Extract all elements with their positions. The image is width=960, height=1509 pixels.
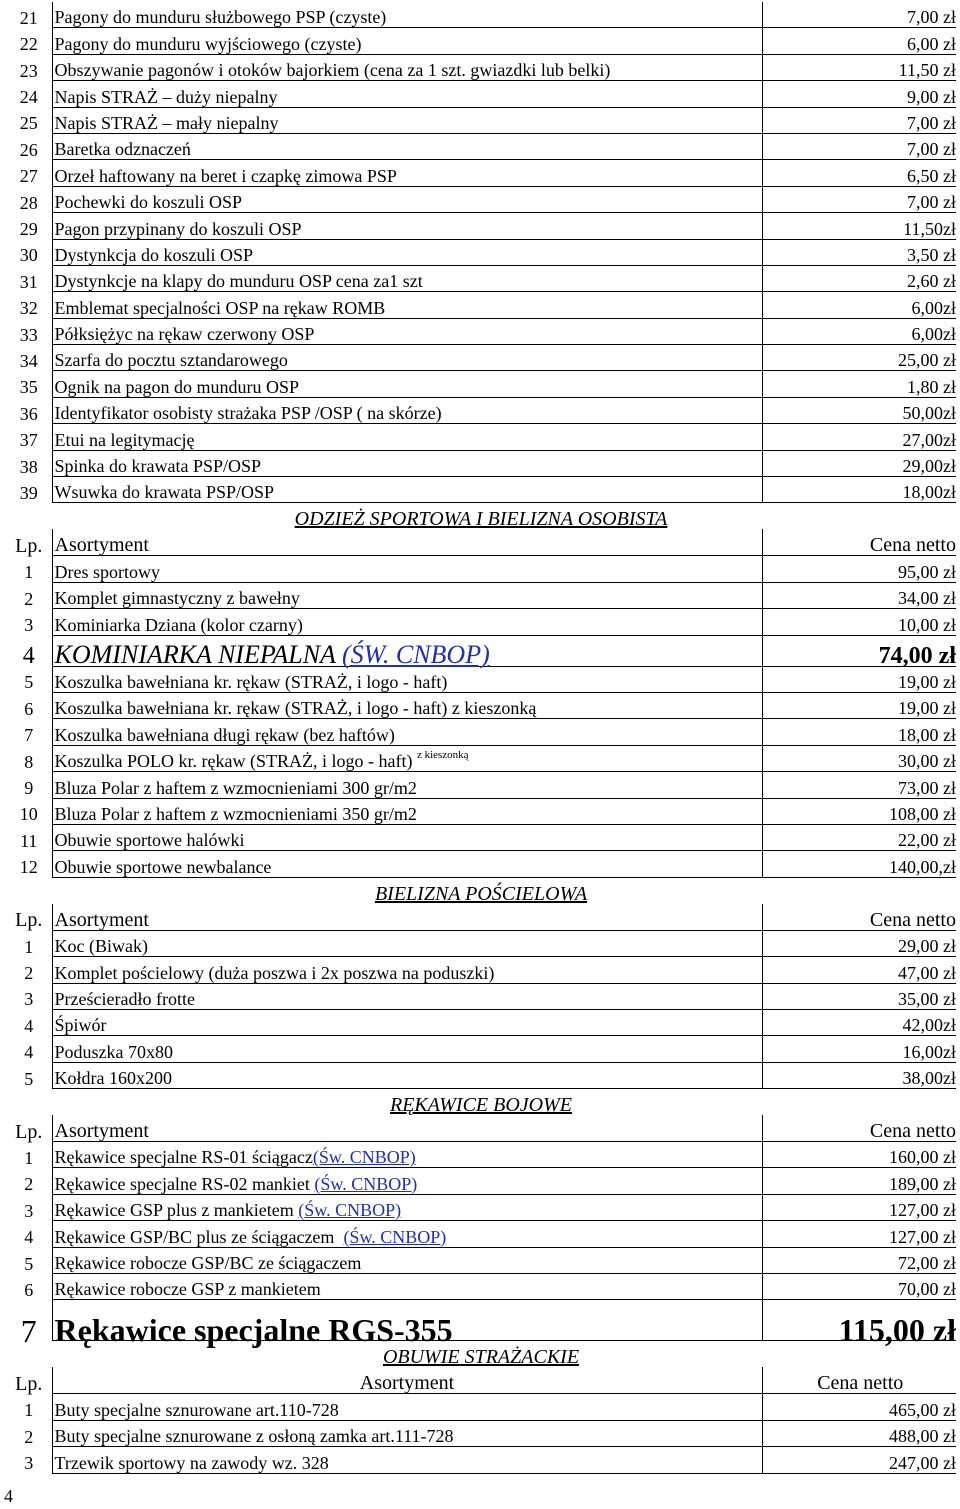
table-row: 7 Koszulka bawełniana długi rękaw (bez haftów) 18,00 zł	[6, 719, 956, 745]
cell-price: 50,00zł	[762, 397, 956, 423]
cell-price: 47,00 zł	[762, 957, 956, 983]
cnbop-link[interactable]: (ŚW. CNBOP)	[341, 639, 490, 669]
cell-lp: 1	[6, 1394, 52, 1420]
table-row	[6, 54, 956, 80]
cell-name: Napis STRAŻ – mały niepalny	[52, 107, 762, 133]
table-row	[6, 345, 956, 371]
table-row	[6, 1420, 956, 1446]
table-row	[6, 292, 956, 318]
table-row: 3 Rękawice GSP plus z mankietem (Św. CNBOP) 127,00 zł	[6, 1194, 956, 1220]
cell-lp: 38	[6, 450, 52, 476]
table-row	[6, 930, 956, 956]
table-row: 10 Bluza Polar z haftem z wzmocnieniami 350 gr/m2 108,00 zł	[6, 798, 956, 824]
cell-name: Dystynkcja do koszuli OSP	[52, 239, 762, 265]
table-row: 2 Rękawice specjalne RS-02 mankiet (Św. CNBOP) 189,00 zł	[6, 1168, 956, 1194]
table-row	[6, 1009, 956, 1035]
cell-name: Komplet pościelowy (duża poszwa i 2x poszwa na poduszki)	[52, 957, 762, 983]
cell-name: Półksiężyc na rękaw czerwony OSP	[52, 318, 762, 344]
cell-price: 6,50 zł	[762, 160, 956, 186]
table-row	[6, 318, 956, 344]
table-row	[6, 160, 956, 186]
table-row	[6, 424, 956, 450]
table-row	[6, 371, 956, 397]
cell-name: Spinka do krawata PSP/OSP	[52, 450, 762, 476]
cell-price: 11,50zł	[762, 213, 956, 239]
cell-name: Buty specjalne sznurowane art.110-728	[52, 1394, 762, 1420]
cell-lp: 26	[6, 133, 52, 159]
cell-price: 25,00 zł	[762, 345, 956, 371]
table-row	[6, 186, 956, 212]
cell-lp: 34	[6, 345, 52, 371]
cell-lp: 4	[6, 1009, 52, 1035]
cell-name: Prześcieradło frotte	[52, 983, 762, 1009]
table-row	[6, 213, 956, 239]
cell-price: 9,00 zł	[762, 81, 956, 107]
cell-price: 465,00 zł	[762, 1394, 956, 1420]
cell-name: Koc (Biwak)	[52, 930, 762, 956]
section-title-sport: ODZIEŻ SPORTOWA I BIELIZNA OSOBISTA	[294, 508, 668, 531]
cell-price: 6,00zł	[762, 292, 956, 318]
table-row	[6, 983, 956, 1009]
table-row	[6, 28, 956, 54]
cell-lp: 31	[6, 265, 52, 291]
cell-name: Obszywanie pagonów i otoków bajorkiem (cena za 1 szt. gwiazdki lub belki)	[52, 54, 762, 80]
table-row	[6, 107, 956, 133]
cnbop-link[interactable]: (Św. CNBOP)	[312, 1147, 416, 1168]
table-header: Lp. Asortyment Cena netto	[6, 1367, 956, 1394]
table-row: 9 Bluza Polar z haftem z wzmocnieniami 300 gr/m2 73,00 zł	[6, 772, 956, 798]
table-row: 2 Komplet gimnastyczny z bawełny 34,00 zł	[6, 582, 956, 608]
cell-name: Identyfikator osobisty strażaka PSP /OSP ( na skórze)	[52, 397, 762, 423]
cell-name: Pagony do munduru służbowego PSP (czyste)	[52, 2, 762, 28]
cell-price: 29,00zł	[762, 450, 956, 476]
page-number: 4	[4, 1486, 13, 1506]
cell-lp: 39	[6, 477, 52, 503]
cell-name: Kołdra 160x200	[52, 1062, 762, 1088]
cell-lp: 29	[6, 213, 52, 239]
cell-name: Dystynkcje na klapy do munduru OSP cena za1 szt	[52, 265, 762, 291]
cell-price: 7,00 zł	[762, 107, 956, 133]
cell-name: Śpiwór	[52, 1009, 762, 1035]
table-row: 7 Rękawice specjalne RGS-355 115,00 zł	[6, 1300, 956, 1341]
cell-price: 7,00 zł	[762, 133, 956, 159]
cell-lp: 2	[6, 957, 52, 983]
cell-price: 35,00 zł	[762, 983, 956, 1009]
cell-price: 3,50 zł	[762, 239, 956, 265]
cell-lp: 33	[6, 318, 52, 344]
cell-name: Baretka odznaczeń	[52, 133, 762, 159]
cell-price: 29,00 zł	[762, 930, 956, 956]
cell-price: 16,00zł	[762, 1036, 956, 1062]
cell-name: Trzewik sportowy na zawody wz. 328	[52, 1447, 762, 1473]
cell-price: 2,60 zł	[762, 265, 956, 291]
table-row	[6, 1062, 956, 1088]
cell-name: Wsuwka do krawata PSP/OSP	[52, 477, 762, 503]
table-row: 6 Rękawice robocze GSP z mankietem 70,00 zł	[6, 1274, 956, 1300]
cell-lp: 35	[6, 371, 52, 397]
cell-lp: 3	[6, 983, 52, 1009]
cell-lp: 21	[6, 2, 52, 28]
cell-lp: 1	[6, 930, 52, 956]
cell-lp: 27	[6, 160, 52, 186]
cell-lp: 24	[6, 81, 52, 107]
cell-lp: 30	[6, 239, 52, 265]
cell-lp: 23	[6, 54, 52, 80]
table-row	[6, 265, 956, 291]
cnbop-link[interactable]: (Św. CNBOP)	[314, 1173, 418, 1194]
table-row	[6, 477, 956, 503]
table-row	[6, 1036, 956, 1062]
table-row: 12 Obuwie sportowe newbalance 140,00,zł	[6, 851, 956, 877]
table-row	[6, 1447, 956, 1473]
table-row	[6, 2, 956, 28]
cell-lp: 36	[6, 397, 52, 423]
cell-price: 27,00zł	[762, 424, 956, 450]
table-header: Lp. Asortyment Cena netto	[6, 1115, 956, 1142]
cell-price: 42,00zł	[762, 1009, 956, 1035]
table-row	[6, 450, 956, 476]
table-row	[6, 133, 956, 159]
price-table	[6, 2, 956, 1474]
table-row: 6 Koszulka bawełniana kr. rękaw (STRAŻ, i logo - haft) z kieszonką 19,00 zł	[6, 692, 956, 718]
cell-lp: 32	[6, 292, 52, 318]
cell-lp: 3	[6, 1447, 52, 1473]
cell-name: Napis STRAŻ – duży niepalny	[52, 81, 762, 107]
cnbop-link[interactable]: (Św. CNBOP)	[343, 1226, 447, 1247]
cell-name: Orzeł haftowany na beret i czapkę zimowa PSP	[52, 160, 762, 186]
table-row: 3 Kominiarka Dziana (kolor czarny) 10,00 zł	[6, 609, 956, 635]
table-row: 5 Rękawice robocze GSP/BC ze ściągaczem 72,00 zł	[6, 1247, 956, 1273]
table-row: 5 Koszulka bawełniana kr. rękaw (STRAŻ, i logo - haft) 19,00 zł	[6, 666, 956, 692]
cell-price: 1,80 zł	[762, 371, 956, 397]
cell-name: Buty specjalne sznurowane z osłoną zamka art.111-728	[52, 1420, 762, 1446]
table-row	[6, 81, 956, 107]
table-row: 8 Koszulka POLO kr. rękaw (STRAŻ, i logo - haft) $^{z kieszonką}$ 30,00 zł	[6, 745, 956, 771]
cell-lp: 22	[6, 28, 52, 54]
cell-name: Poduszka 70x80	[52, 1036, 762, 1062]
cell-lp: 2	[6, 1420, 52, 1446]
table-row	[6, 397, 956, 423]
table-row: 1 Dres sportowy 95,00 zł	[6, 556, 956, 582]
cell-name: Pagony do munduru wyjściowego (czyste)	[52, 28, 762, 54]
table-row: 1 Rękawice specjalne RS-01 ściągacz(Św. CNBOP) 160,00 zł	[6, 1142, 956, 1168]
table-row	[6, 1394, 956, 1420]
cell-name: Pagon przypinany do koszuli OSP	[52, 213, 762, 239]
table-row: 4 KOMINIARKA NIEPALNA (ŚW. CNBOP) 74,00 zł	[6, 635, 956, 666]
table-row: 11 Obuwie sportowe halówki 22,00 zł	[6, 824, 956, 850]
cell-price: 488,00 zł	[762, 1420, 956, 1446]
section-title-boots: OBUWIE STRAŻACKIE	[382, 1346, 580, 1369]
cell-lp: 5	[6, 1062, 52, 1088]
cell-price: 6,00 zł	[762, 28, 956, 54]
table-row	[6, 239, 956, 265]
cnbop-link[interactable]: (Św. CNBOP)	[298, 1200, 402, 1221]
cell-price: 6,00zł	[762, 318, 956, 344]
table-header: Lp. Asortyment Cena netto	[6, 904, 956, 931]
cell-price: 38,00zł	[762, 1062, 956, 1088]
cell-name: Emblemat specjalności OSP na rękaw ROMB	[52, 292, 762, 318]
cell-lp: 25	[6, 107, 52, 133]
cell-lp: 28	[6, 186, 52, 212]
cell-lp: 4	[6, 1036, 52, 1062]
cell-price: 247,00 zł	[762, 1447, 956, 1473]
cell-price: 7,00 zł	[762, 186, 956, 212]
cell-name: Pochewki do koszuli OSP	[52, 186, 762, 212]
cell-lp: 37	[6, 424, 52, 450]
table-header: Lp. Asortyment Cena netto	[6, 529, 956, 556]
cell-name: Szarfa do pocztu sztandarowego	[52, 345, 762, 371]
cell-price: 18,00zł	[762, 477, 956, 503]
section-title-bedding: BIELIZNA POŚCIELOWA	[374, 882, 588, 905]
section-title-gloves: RĘKAWICE BOJOWE	[390, 1094, 572, 1117]
cell-price: 7,00 zł	[762, 2, 956, 28]
cell-name: Ognik na pagon do munduru OSP	[52, 371, 762, 397]
cell-name: Etui na legitymację	[52, 424, 762, 450]
cell-price: 11,50 zł	[762, 54, 956, 80]
table-row: 4 Rękawice GSP/BC plus ze ściągaczem (Św. CNBOP) 127,00 zł	[6, 1221, 956, 1247]
table-row	[6, 957, 956, 983]
